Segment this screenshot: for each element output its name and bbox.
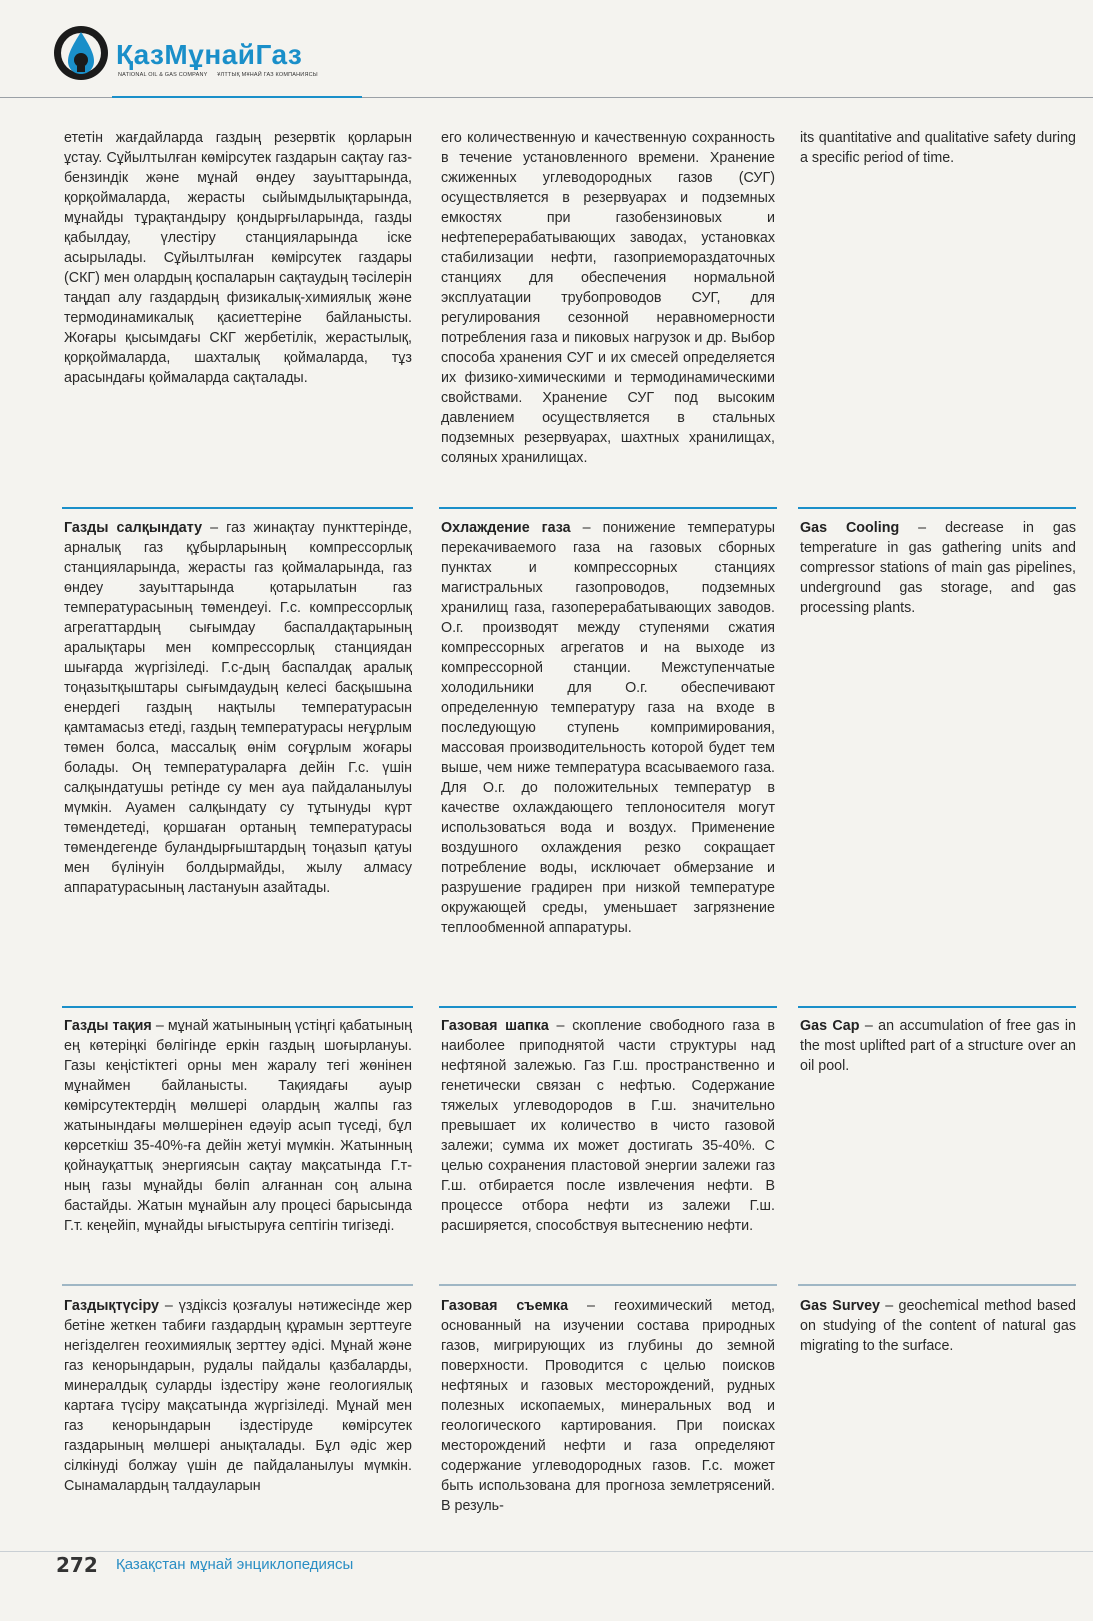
separator	[62, 1006, 413, 1008]
entry-term: Газовая шапка	[441, 1018, 549, 1034]
brand-subtitle	[118, 72, 326, 78]
entry-text: – мұнай жатынының үстіңгі қабатының ең көтеріңкі бөлігінде еркін газдың шоғырлануы. Газы кеңістіктегі орны мен жаралу тегі жөнінен мұнаймен байланысты. Тақиядағы ауыр көмірсутектердің мөлшері олардың жалпы газ жатынындағы мөлшерінен едәуір асып түседі, бұл көрсеткіш 35-40%-ға дейін жетуі мүмкін. Жатынның қойнауқаттық энергиясын сақтау мақсатында Г.т-ның газы мұнайды бөліп алғаннан соң алына бастайды. Жатын мұнайын алу процесі барысында Г.т. кеңейіп, мұнайды ығыстыруға септігін тигізеді.	[64, 1018, 412, 1234]
entry-kz	[64, 1016, 412, 1276]
footer-divider	[0, 1551, 1093, 1552]
separator	[439, 1284, 777, 1286]
entry-text: его количественную и качественную сохранность в течение установленного времени. Хранение сжиженных углеводородных газов (СУГ) осуществляется в резервуарах и подземных емкостях при газобензиновых и нефтеперерабатывающих заводах, установках стабилизации нефти, газоприемораздаточных станциях для обеспечения нормальной эксплуатации трубопроводов СУГ, для регулирования сезонной неравномерности потребления газа и пиковых нагрузок и др. Выбор способа хранения СУГ и их смесей определяется их физико-химическими и термодинамическими свойствами. Хранение СУГ под высоким давлением осуществляется в стальных подземных резервуарах, шахтных хранилищах, соляных хранилищах.	[441, 130, 775, 466]
entry-text: – геохимический метод, основанный на изучении состава природных газов, мигрирующих из глубины до земной поверхности. Проводится с целью поисков нефтяных и газовых месторождений, рудных полезных ископаемых, минеральных вод и геологического картирования. При поисках месторождений нефти и газа определяют содержание углеводородных газов. Г.с. может быть использована для прогноза землетрясений. В резуль-	[441, 1298, 775, 1514]
entry-ru	[441, 1016, 775, 1276]
separator	[62, 1284, 413, 1286]
separator	[439, 507, 777, 509]
entry-term: Охлаждение газа	[441, 520, 571, 536]
separator	[62, 507, 413, 509]
entry-term: Газды салқындату	[64, 520, 203, 536]
entry-text: ететін жағдайларда газдың резервтік қорларын ұстау. Сұйылтылған көмірсутек газдарын сақтау газ-бензиндік және мұнай өндеу зауыттарында, қорқоймаларда, жерасты сыйымдылықтарында, мұнайды тұрақтандыру қондырғыларында, газды қабылдау, үлестіру станцияларында іске асырылады. Сұйылтылған көмірсутек газдары (СКГ) мен олардың қоспаларын сақтаудың тәсілерін таңдап алу газдардың физикалық-химиялық және термодинамикалық қасиеттеріне байланысты. Жоғары қысымдағы СКГ жербетілік, жерастылық, қорқоймаларда, шахталық қоймаларда, тұз арасындағы қоймаларда сақталады.	[64, 130, 412, 386]
entry-en	[800, 518, 1076, 628]
separator	[798, 1284, 1076, 1286]
entry-text: – скопление свободного газа в наиболее приподнятой части структуры над нефтяной залежью. Газ Г.ш. пространственно и генетически связан с нефтью. Содержание тяжелых углеводородов в Г.ш. значительно превышает их количество в чисто газовой залежи; сумма их может достигать 35-40%. С целью сохранения пластовой энергии залежи газ Г.ш. отбирается после извлечения нефти. В процессе отбора нефти из залежи Г.ш. расширяется, способствуя вытеснению нефти.	[441, 1018, 775, 1234]
book-title: Қазақстан мұнай энциклопедиясы	[116, 1556, 354, 1573]
separator	[798, 1006, 1076, 1008]
kmg-logo-icon	[52, 24, 110, 82]
entry-term: Газды тақия	[64, 1018, 152, 1034]
entry-en	[800, 1016, 1076, 1086]
page-number: 272	[56, 1553, 98, 1577]
entry-ru	[441, 128, 775, 500]
entry-ru	[441, 518, 775, 998]
entry-term: Газдықтүсіру	[64, 1298, 159, 1314]
brand-subtitle-en: NATIONAL OIL & GAS COMPANY	[118, 72, 208, 78]
entry-en	[800, 1296, 1076, 1366]
entry-term: Gas Cooling	[800, 520, 900, 536]
header-divider-accent	[112, 96, 362, 98]
entry-text: – үздіксіз қозғалуы нәтижесінде жер бетіне жеткен табиғи газдардың құрамын зерттеуге негізделген геохимиялық зерттеу әдісі. Мұнай және газ кенорындарын, рудалы пайдалы қазбаларды, минералдық суларды іздестіру және геологиялық картаға түсіру мақсатында жүргізіледі. Мұнай мен газ кенорындарын іздестіруде көмірсутек газдарының мөлшері анықталады. Бұл әдіс жер сілкінуді болжау үшін де пайдаланылуы мүмкін. Сынамалардың талдауларын	[64, 1298, 412, 1494]
entry-text: – an accumulation of free gas in the most uplifted part of a structure over an oil pool.	[800, 1018, 1076, 1074]
entry-term: Gas Survey	[800, 1298, 880, 1314]
entry-text: its quantitative and qualitative safety during a specific period of time.	[800, 130, 1076, 166]
separator	[798, 507, 1076, 509]
entry-text: – газ жинақтау пункттерінде, арналық газ құбырларының компрессорлық станцияларында, жерасты газ қоймаларында, газ өндеу зауыттарында қотарылатын газ температурасының төмендеуі. Г.с. компрессорлық агрегаттардың сығымдау баспалдақтарының аралықтары мен компрессорлық станциядан шығарда жүргізіледі. Г.с-дың баспалдақ аралық тоңазытқыштары сығымдаудың келесі басқышына енердегі газдың нақтылы температурасын қамтамасыз етеді, газдың температурасы неғұрлым төмен болса, массалық өнім соғұрлым жоғары болады. Оң температураларға дейін Г.с. үшін салқындатушы ретінде су мен ауа пайдаланылуы мүмкін. Ауамен салқындату су тұтынуды күрт төмендетеді, қоршаған ортаның температурасы төмендегенде буландырғыштардың тоңазып қатуы мен бүлінуін болдырмайды, жылу алмасу аппаратурасының ластануын азайтады.	[64, 520, 412, 896]
page-header	[0, 0, 1093, 100]
entry-ru	[441, 1296, 775, 1540]
entry-en	[800, 128, 1076, 176]
separator	[439, 1006, 777, 1008]
entry-text: – понижение температуры перекачиваемого газа на газовых сборных пунктах и компрессорных станциях магистральных газопроводов, подземных хранилищ газа, газоперерабатывающих заводов. О.г. производят между ступенями сжатия компрессорных агрегатов и на выходе из компрессорной станции. Межступенчатые холодильники для О.г. обеспечивают определенную температуру газа на входе в последующую ступень компримирования, массовая производительность которой будет тем выше, чем ниже температура всасываемого газа. Для О.г. до положительных температур в качестве охлаждающего теплоносителя могут использоваться вода и воздух. Применение воздушного охлаждения резко сокращает потребление воды, исключает обмерзание и разрушение градирен при низкой температуре окружающей среды, уменьшает загрязнение теплообменной аппаратуры.	[441, 520, 775, 936]
entry-kz	[64, 518, 412, 998]
entry-term: Gas Cap	[800, 1018, 860, 1034]
entry-text: – decrease in gas temperature in gas gathering units and compressor stations of main gas pipelines, underground gas storage, and gas processing plants.	[800, 520, 1076, 616]
entry-term: Газовая съемка	[441, 1298, 569, 1314]
brand-name: ҚазМұнайГаз	[116, 39, 303, 70]
entry-text: – geochemical method based on studying of the content of natural gas migrating to the surface.	[800, 1298, 1076, 1354]
brand-subtitle-kz: ҰЛТТЫҚ МҰНАЙ ГАЗ КОМПАНИЯСЫ	[217, 72, 318, 78]
entry-kz	[64, 128, 412, 456]
entry-kz	[64, 1296, 412, 1540]
